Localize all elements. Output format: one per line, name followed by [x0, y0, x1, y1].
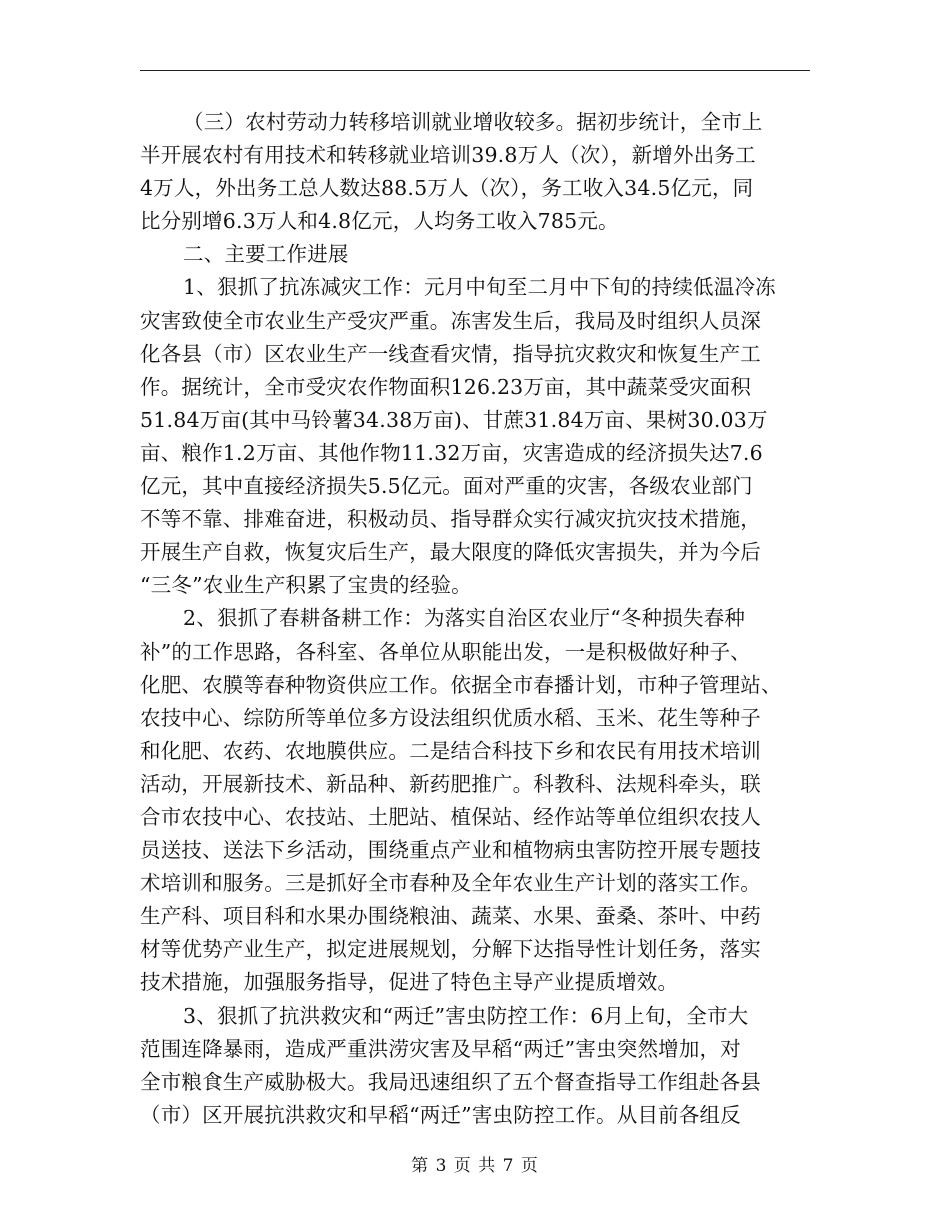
- text-line: 比分别增6.3万人和4.8亿元，人均务工收入785元。: [140, 209, 619, 234]
- text-line: 不等不靠、排难奋进，积极动员、指导群众实行减灾抗灾技术措施，: [140, 507, 761, 532]
- text-line: 合市农技中心、农技站、土肥站、植保站、经作站等单位组织农技人: [140, 804, 761, 829]
- text-line: 化肥、农膜等春种物资供应工作。依据全市春播计划，市种子管理站、: [140, 672, 782, 697]
- text-line: 和化肥、农药、农地膜供应。二是结合科技下乡和农民有用技术培训: [140, 738, 761, 763]
- text-line: 员送技、送法下乡活动，围绕重点产业和植物病虫害防控开展专题技: [140, 838, 761, 863]
- text-line: “三冬”农业生产积累了宝贵的经验。: [140, 573, 472, 598]
- text-line: 半开展农村有用技术和转移就业培训39.8万人（次），新增外出务工: [140, 143, 756, 168]
- text-line: 1、狠抓了抗冻减灾工作：元月中旬至二月中下旬的持续低温冷冻: [183, 275, 776, 300]
- text-line: 全市粮食生产威胁极大。我局迅速组织了五个督查指导工作组赴各县: [140, 1069, 761, 1094]
- text-line: 范围连降暴雨，造成严重洪涝灾害及早稻“两迁”害虫突然增加，对: [140, 1036, 741, 1061]
- text-line: （三）农村劳动力转移培训就业增收较多。据初步统计，全市上: [183, 110, 763, 134]
- document-body: [140, 106, 810, 1132]
- text-line: 3、狠抓了抗洪救灾和“两迁”害虫防控工作：6月上旬，全市大: [183, 1003, 749, 1028]
- text-line: 亩、粮作1.2万亩、其他作物11.32万亩，灾害造成的经济损失达7.6: [140, 440, 763, 465]
- header-rule: [140, 70, 810, 71]
- text-line: 4万人，外出务工总人数达88.5万人（次），务工收入34.5亿元，同: [140, 176, 754, 201]
- text-line: 生产科、项目科和水果办围绕粮油、蔬菜、水果、蚕桑、茶叶、中药: [140, 904, 761, 929]
- page-number: 第 3 页 共 7 页: [411, 1156, 539, 1176]
- text-line: 活动，开展新技术、新品种、新药肥推广。科教科、法规科牵头，联: [140, 771, 761, 796]
- text-line: 作。据统计，全市受灾农作物面积126.23万亩，其中蔬菜受灾面积: [140, 374, 752, 399]
- text-line: 补”的工作思路，各科室、各单位从职能出发，一是积极做好种子、: [140, 639, 751, 664]
- text-line: 51.84万亩(其中马铃薯34.38万亩)、甘蔗31.84万亩、果树30.03万: [140, 407, 768, 432]
- text-line: 技术措施，加强服务指导，促进了特色主导产业提质增效。: [140, 970, 679, 995]
- text-line: 亿元，其中直接经济损失5.5亿元。面对严重的灾害，各级农业部门: [140, 474, 753, 499]
- text-line: 二、主要工作进展: [183, 242, 349, 267]
- text-line: 2、狠抓了春耕备耕工作：为落实自治区农业厅“冬种损失春种: [183, 606, 746, 631]
- text-line: （市）区开展抗洪救灾和早稻“两迁”害虫防控工作。从目前各组反: [140, 1102, 741, 1127]
- text-line: 农技中心、综防所等单位多方设法组织优质水稻、玉米、花生等种子: [140, 705, 761, 730]
- text-line: 材等优势产业生产，拟定进展规划，分解下达指导性计划任务，落实: [140, 937, 761, 962]
- text-line: 化各县（市）区农业生产一线查看灾情，指导抗灾救灾和恢复生产工: [140, 341, 761, 366]
- text-line: 灾害致使全市农业生产受灾严重。冻害发生后，我局及时组织人员深: [140, 308, 761, 333]
- text-line: 开展生产自救，恢复灾后生产，最大限度的降低灾害损失，并为今后: [140, 540, 761, 565]
- text-line: 术培训和服务。三是抓好全市春种及全年农业生产计划的落实工作。: [140, 871, 761, 896]
